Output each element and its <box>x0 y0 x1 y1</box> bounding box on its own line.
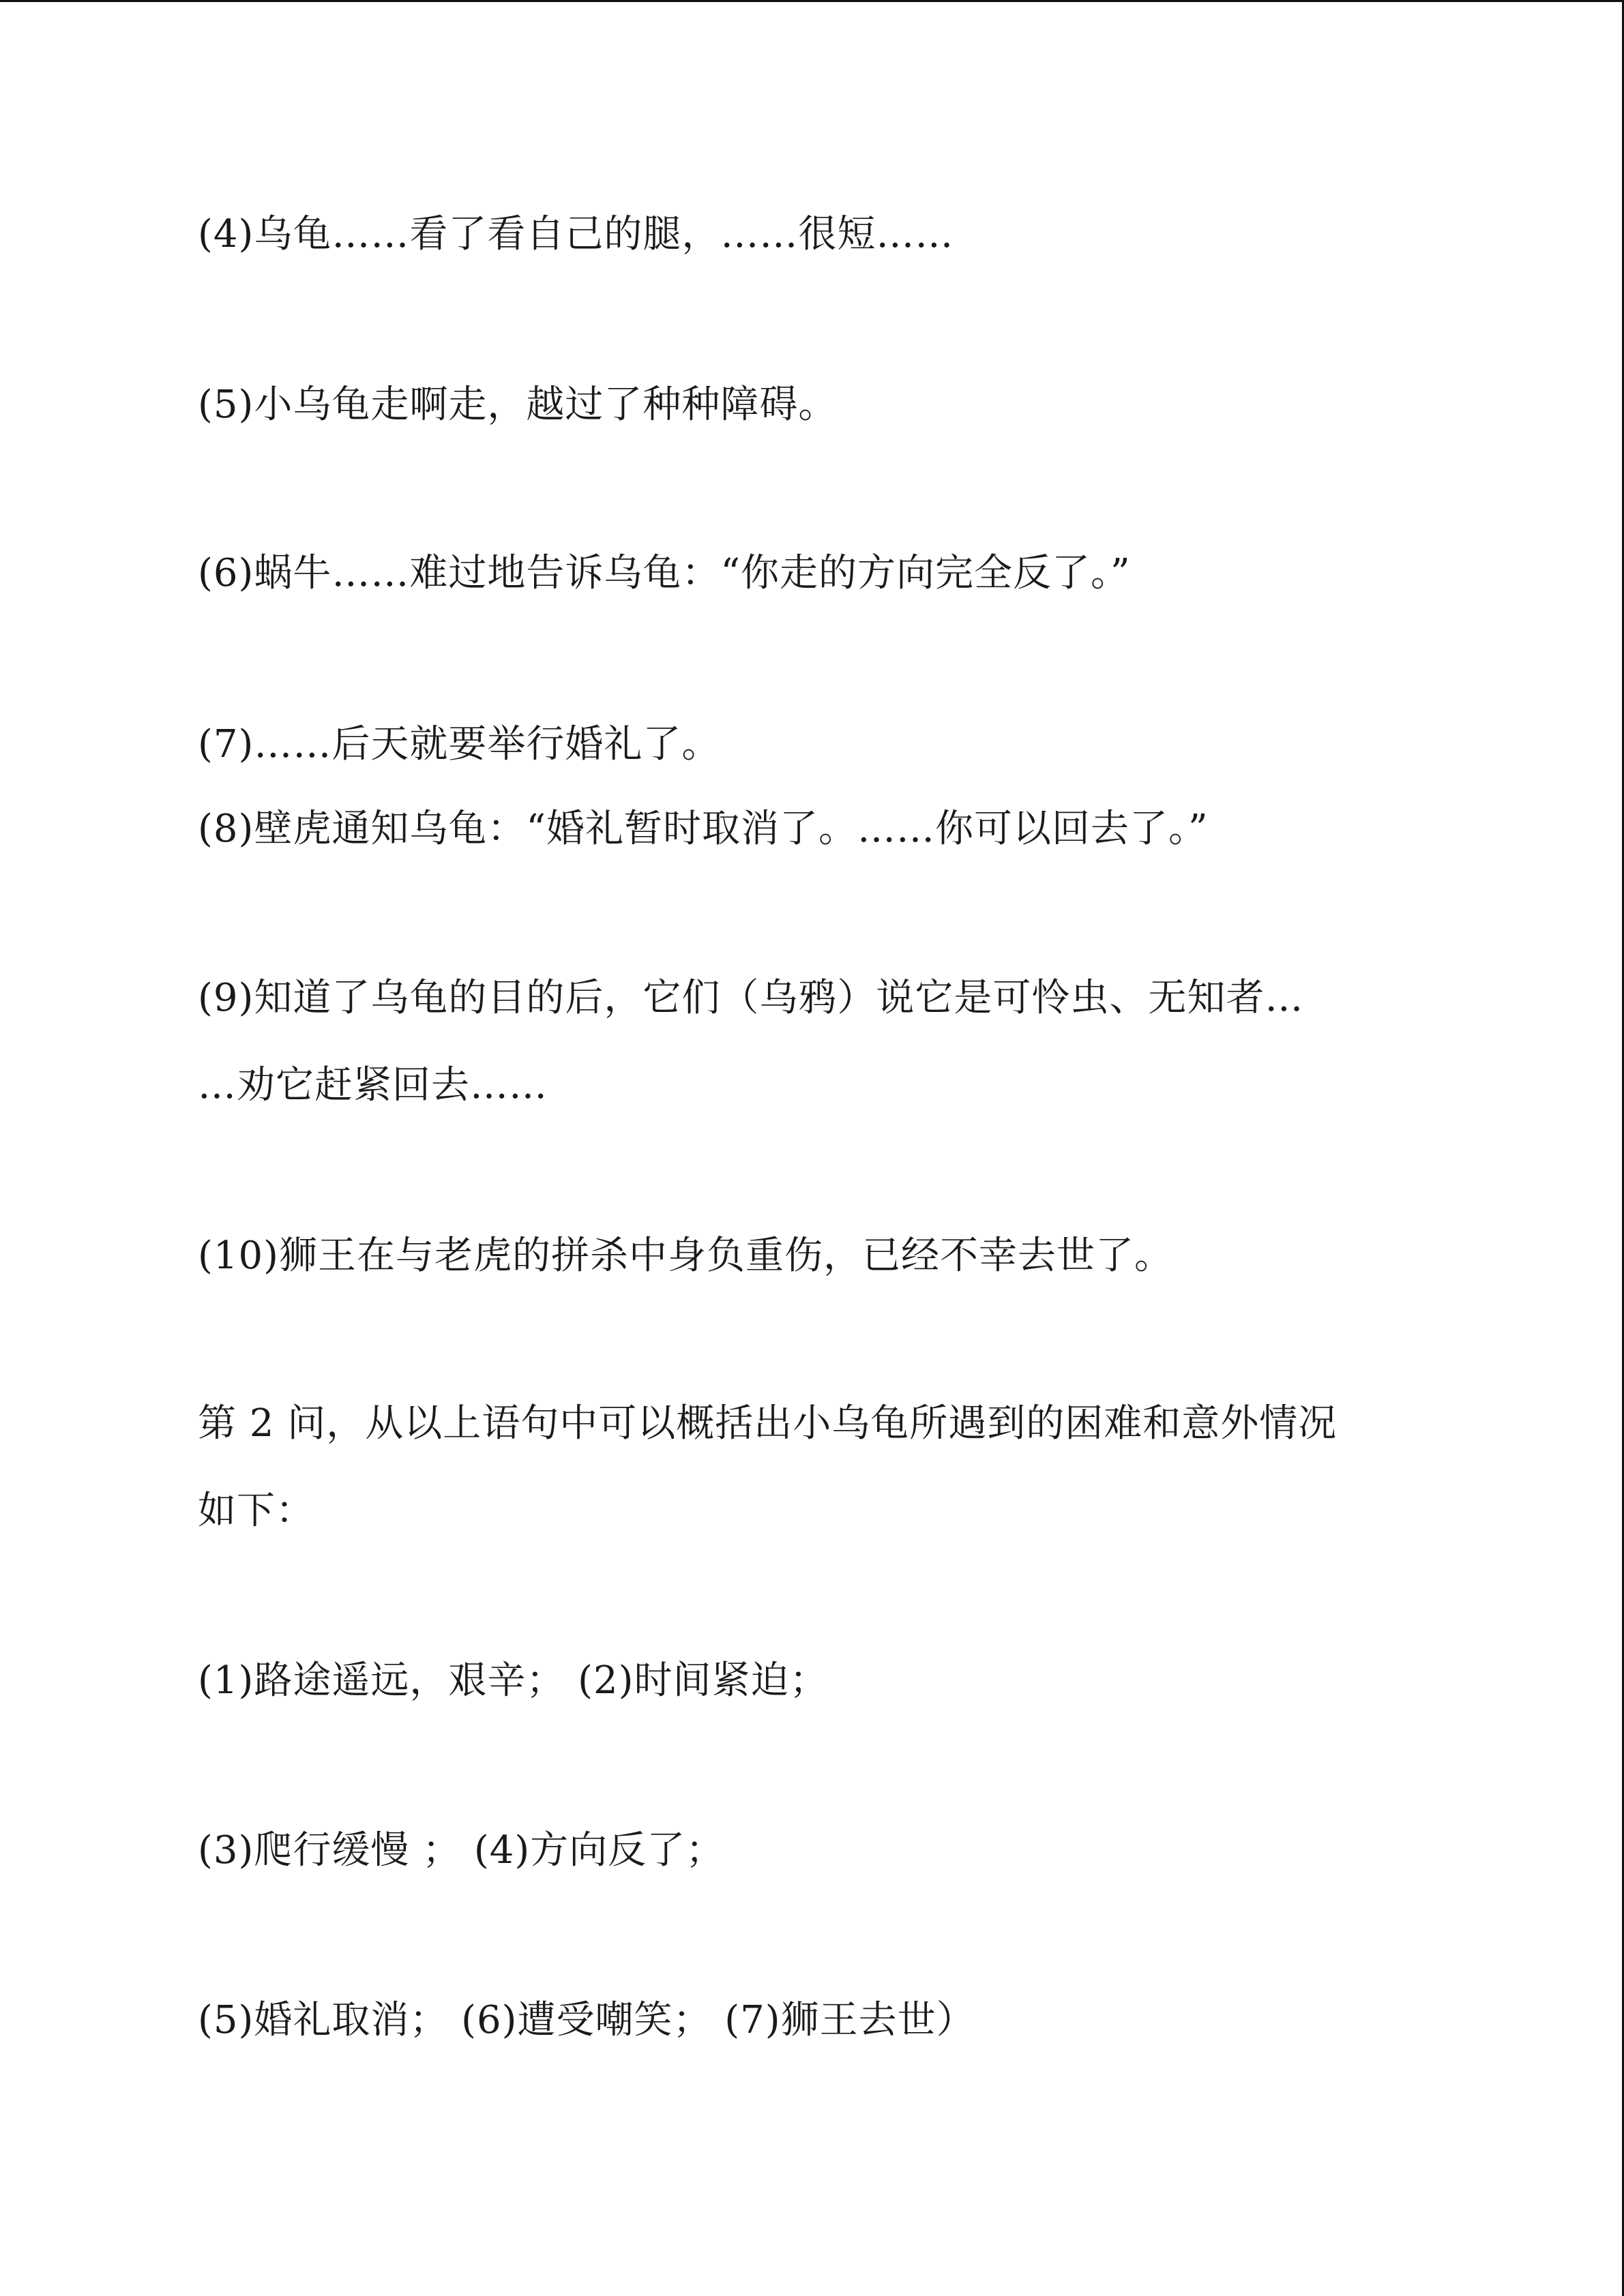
quote-line-10: (10)狮王在与老虎的拼杀中身负重伤，已经不幸去世了。 <box>198 1234 1173 1278</box>
question-2-intro: 第 2 问，从以上语句中可以概括出小乌龟所遇到的困难和意外情况 <box>198 1401 1338 1446</box>
quote-line-9-continued: …劝它赶紧回去…… <box>198 1063 548 1107</box>
quote-line-5: (5)小乌龟走啊走，越过了种种障碍。 <box>198 383 838 427</box>
quote-line-7: (7)……后天就要举行婚礼了。 <box>198 722 721 766</box>
quote-line-4: (4)乌龟……看了看自己的腿，……很短…… <box>198 212 954 256</box>
question-2-intro-continued: 如下： <box>198 1489 314 1533</box>
answer-items-5-7: (5)婚礼取消； (6)遭受嘲笑； (7)狮王去世） <box>198 1998 975 2042</box>
answer-items-1-2: (1)路途遥远，艰辛； (2)时间紧迫； <box>198 1658 829 1703</box>
quote-line-6: (6)蜗牛……难过地告诉乌龟：“你走的方向完全反了。” <box>198 551 1131 595</box>
quote-line-9: (9)知道了乌龟的目的后，它们（乌鸦）说它是可怜虫、无知者… <box>198 976 1304 1020</box>
quote-line-8: (8)壁虎通知乌龟：“婚礼暂时取消了。……你可以回去了。” <box>198 807 1209 851</box>
answer-items-3-4: (3)爬行缓慢 ； (4)方向反了； <box>198 1828 725 1873</box>
